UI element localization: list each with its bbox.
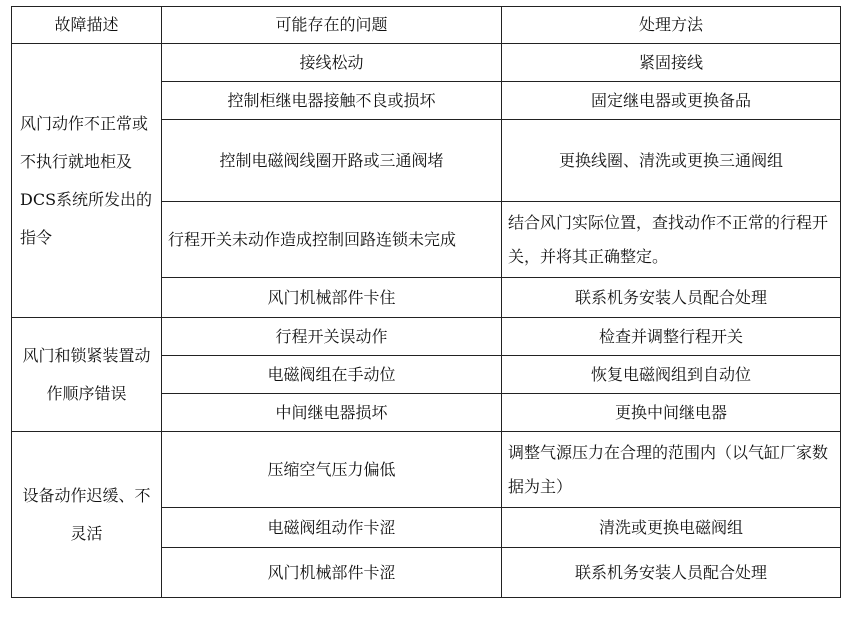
- problem-cell: 压缩空气压力偏低: [162, 432, 502, 508]
- solution-cell: 调整气源压力在合理的范围内（以气缸厂家数据为主）: [502, 432, 841, 508]
- problem-cell: 行程开关未动作造成控制回路连锁未完成: [162, 202, 502, 278]
- table-row: [12, 432, 841, 508]
- fault-table: [11, 6, 841, 598]
- solution-cell: 紧固接线: [502, 44, 841, 82]
- problem-cell: 电磁阀组动作卡涩: [162, 508, 502, 548]
- problem-cell: 行程开关误动作: [162, 318, 502, 356]
- problem-cell: 接线松动: [162, 44, 502, 82]
- fault-description-cell: 风门动作不正常或不执行就地柜及DCS系统所发出的指令: [12, 44, 162, 318]
- solution-cell: 恢复电磁阀组到自动位: [502, 356, 841, 394]
- problem-cell: 控制电磁阀线圈开路或三通阀堵: [162, 120, 502, 202]
- header-row: [12, 7, 841, 44]
- fault-description-cell: 设备动作迟缓、不灵活: [12, 432, 162, 598]
- problem-cell: 电磁阀组在手动位: [162, 356, 502, 394]
- solution-cell: 检查并调整行程开关: [502, 318, 841, 356]
- header-solution: 处理方法: [502, 7, 841, 44]
- solution-cell: 更换线圈、清洗或更换三通阀组: [502, 120, 841, 202]
- solution-cell: 联系机务安装人员配合处理: [502, 548, 841, 598]
- solution-cell: 更换中间继电器: [502, 394, 841, 432]
- table-row: [12, 318, 841, 356]
- problem-cell: 中间继电器损坏: [162, 394, 502, 432]
- solution-cell: 清洗或更换电磁阀组: [502, 508, 841, 548]
- problem-cell: 控制柜继电器接触不良或损坏: [162, 82, 502, 120]
- fault-description-cell: 风门和锁紧装置动作顺序错误: [12, 318, 162, 432]
- header-possible-problem: 可能存在的问题: [162, 7, 502, 44]
- table-row: [12, 44, 841, 82]
- solution-cell: 固定继电器或更换备品: [502, 82, 841, 120]
- header-fault-description: 故障描述: [12, 7, 162, 44]
- solution-cell: 结合风门实际位置，查找动作不正常的行程开关，并将其正确整定。: [502, 202, 841, 278]
- problem-cell: 风门机械部件卡住: [162, 278, 502, 318]
- solution-cell: 联系机务安装人员配合处理: [502, 278, 841, 318]
- problem-cell: 风门机械部件卡涩: [162, 548, 502, 598]
